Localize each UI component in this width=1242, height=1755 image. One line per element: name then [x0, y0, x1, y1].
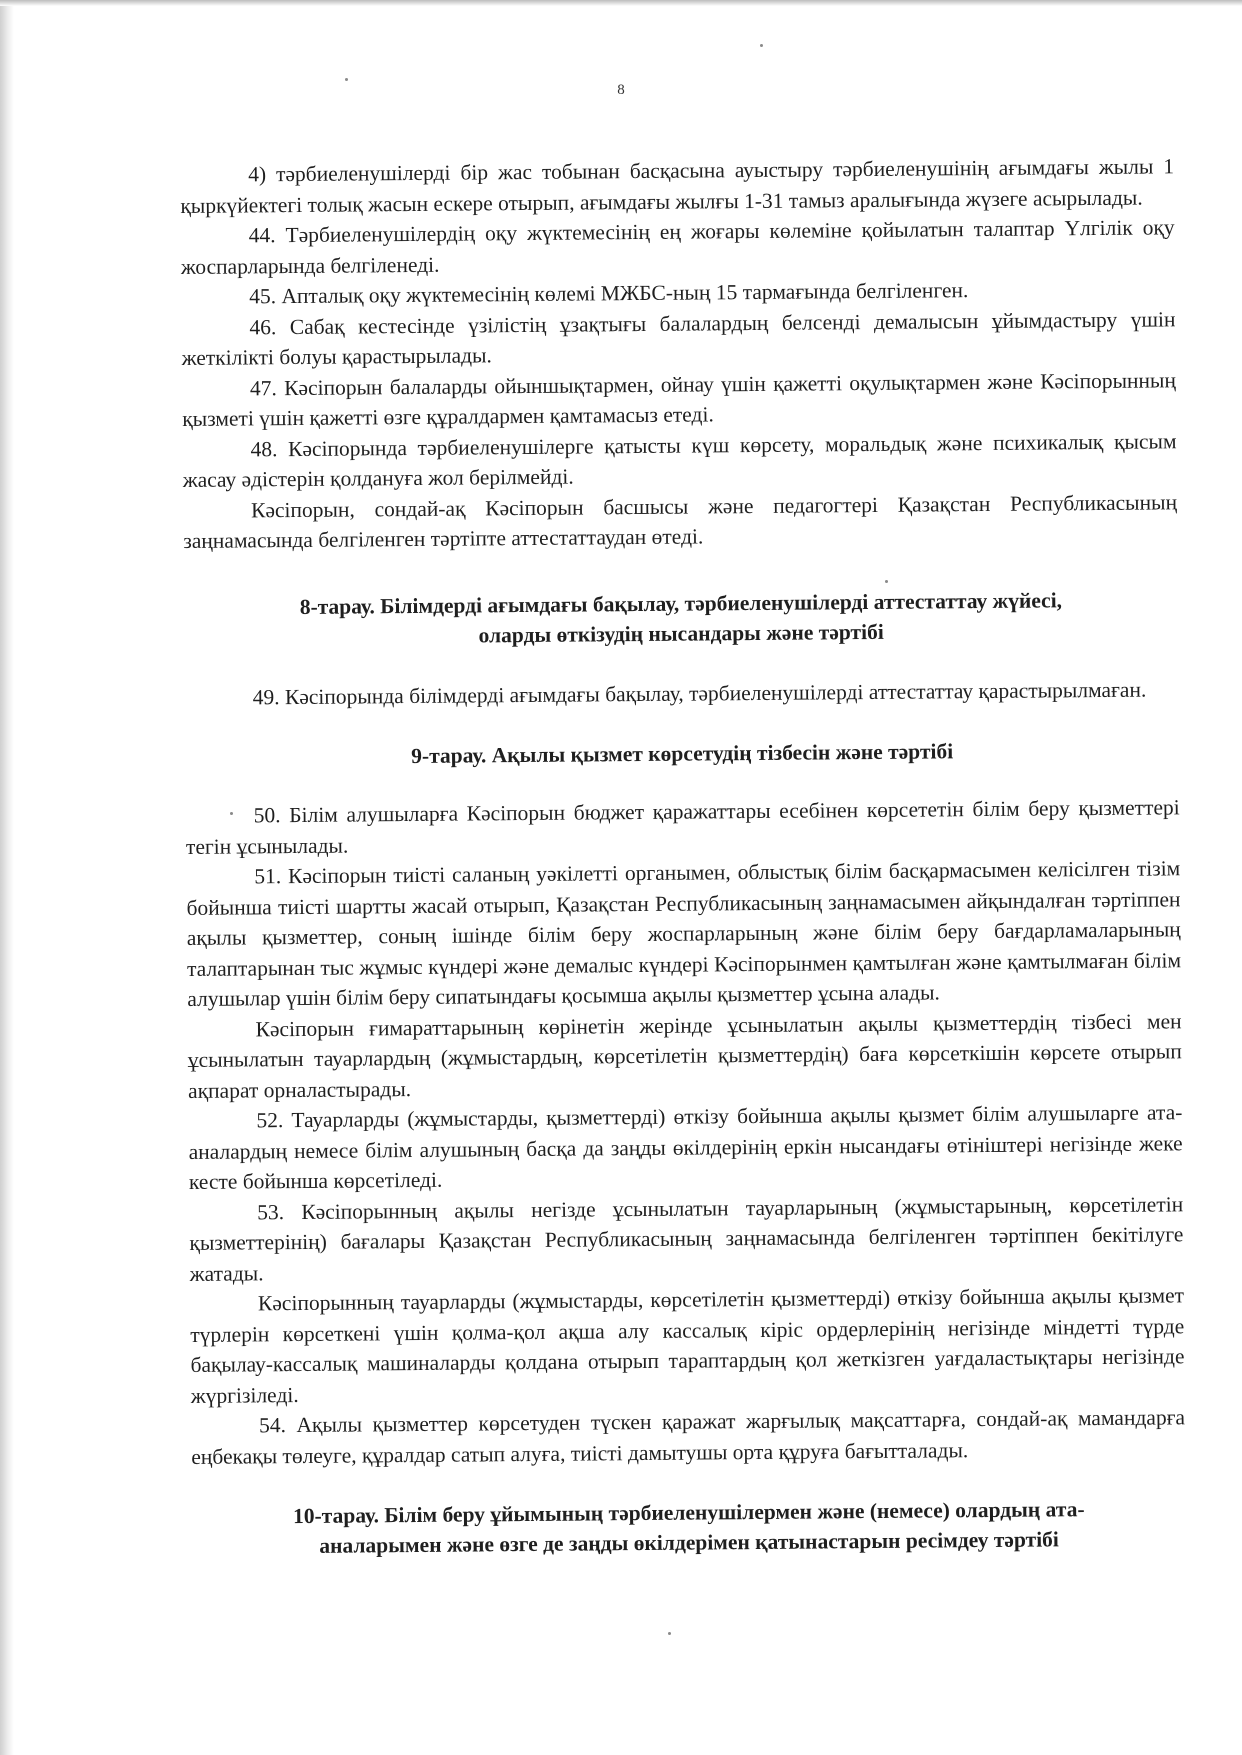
paragraph-52: 52. Тауарларды (жұмыстарды, қызметтерді) өткізу бойынша ақылы қызмет білім алушыларге ата-аналардың немесе білім алушының басқа да заңды өкілдерінің еркін нысандағы өтініштері негізінде жеке кесте бойынша көрсетіледі. [188, 1100, 1183, 1194]
page-body [180, 151, 1186, 1562]
paragraph-4: 4) тәрбиеленушілерді бір жас тобынан басқасына ауыстыру тәрбиеленушінің ағымдағы жылы 1 қыркүйектегі толық жасын ескере отырып, ағымдағы жылғы 1-31 тамыз аралығында жүзеге асырылады. [180, 154, 1175, 218]
paragraph-49: 49. Кәсіпорында білімдерді ағымдағы бақылау, тәрбиеленушілерді аттестаттау қарастырылмаған. [252, 677, 1147, 709]
scan-speck [668, 1632, 671, 1635]
paragraph-53-cash: Кәсіпорынның тауарларды (жұмыстарды, көрсетілетін қызметтерді) өткізу бойынша ақылы қызмет түрлерін көрсеткені үшін қолма-қол ақша алу кассалық кіріс ордерлерінің негізінде міндетті түрде бақылау-кассалық машиналарды қолдана отырып тараптардың қол жеткізген уағдаластықтары негізінде жүргізіледі. [190, 1283, 1185, 1408]
paragraph-attestation: Кәсіпорын, сондай-ақ Кәсіпорын басшысы және педагогтері Қазақстан Республикасының заңнамасында белгіленген тәртіпте аттестаттаудан өтеді. [183, 489, 1178, 553]
chapter-10-title-line1: 10-тарау. Білім беру ұйымының тәрбиеленушілермен және (немесе) олардың ата- [292, 1497, 1085, 1529]
paragraph-51: 51. Кәсіпорын тиісті саланың уәкілетті органымен, облыстық білім басқармасымен келісілген тізім бойынша тиісті шартты жасай отырып, Қазақстан Республикасының заңнамасымен айқындалған тәртіппен ақылы қызметтер, соның ішінде білім беру жоспарларының және білім беру бағдарламаларының талаптарынан тыс жұмыс күндері және демалыс күндері Кәсіпорынмен қамтылған және қамтылмаған білім алушылар үшін білім беру сипатындағы қосымша ақылы қызметтер ұсына алады. [186, 856, 1182, 1011]
paragraph-54: 54. Ақылы қызметтер көрсетуден түскен қаражат жарғылық мақсаттарға, сондай-ақ мамандарға еңбекақы төлеуге, құралдар сатып алуға, тиісті дамытушы орта құруға бағытталады. [191, 1405, 1186, 1469]
chapter-10-title-line2: аналарымен және өзге де заңды өкілдерімен қатынастарын ресімдеу тәртібі [319, 1527, 1059, 1558]
paragraph-44: 44. Тәрбиеленушілердің оқу жүктемесінің ең жоғары көлеміне қойылатын талаптар Үлгілік оқу жоспарларында белгіленеді. [180, 215, 1175, 279]
paragraph-46: 46. Сабақ кестесінде үзілістің ұзақтығы балалардың белсенді демалысын ұйымдастыру үшін жеткілікті болуы қарастырылады. [181, 306, 1176, 370]
chapter-8-title [184, 584, 1178, 653]
chapter-9-title: 9-тарау. Ақылы қызмет көрсетудің тізбесін және тәртібі [411, 739, 954, 769]
chapter-10-title [192, 1493, 1186, 1562]
scan-shadow-top [0, 0, 1242, 6]
paragraph-51-info: Кәсіпорын ғимараттарының көрінетін жерінде ұсынылатын ақылы қызметтердің тізбесі мен ұсынылатын тауарлардың (жұмыстардың, көрсетілетін қызметтердің) баға көрсеткішін көрсете отырып ақпарат орналастырады. [187, 1008, 1182, 1103]
chapter-8-title-line1: 8-тарау. Білімдерді ағымдағы бақылау, тәрбиеленушілерді аттестаттау жүйесі, [299, 587, 1063, 619]
chapter-8-title-line2: оларды өткізудің нысандары және тәртібі [478, 619, 884, 647]
scan-shadow-left [0, 0, 14, 1755]
paragraph-50: 50. Білім алушыларға Кәсіпорын бюджет қаражаттары есебінен көрсететін білім беру қызметтері тегін ұсынылады. [185, 795, 1180, 859]
paragraph-47: 47. Кәсіпорын балаларды ойыншықтармен, ойнау үшін қажетті оқулықтармен және Кәсіпорынның қызметі үшін қажетті өзге құралдармен қамтамасыз етеді. [182, 367, 1177, 431]
scan-speck [760, 44, 763, 47]
paragraph-48: 48. Кәсіпорында тәрбиеленушілерге қатысты күш көрсету, моральдық және психикалық қысым жасау әдістерін қолдануға жол берілмейді. [182, 428, 1177, 492]
paragraph-45: 45. Апталық оқу жүктемесінің көлемі МЖБС-ның 15 тармағында белгіленген. [249, 278, 969, 309]
scan-speck [345, 78, 348, 81]
page-number: 8 [617, 82, 625, 98]
paragraph-53: 53. Кәсіпорынның ақылы негізде ұсынылатын тауарларының (жұмыстарының, көрсетілетін қызметтерінің) бағалары Қазақстан Республикасының заңнамасында белгіленген тәртіппен бекітілуге жатады. [189, 1191, 1184, 1286]
